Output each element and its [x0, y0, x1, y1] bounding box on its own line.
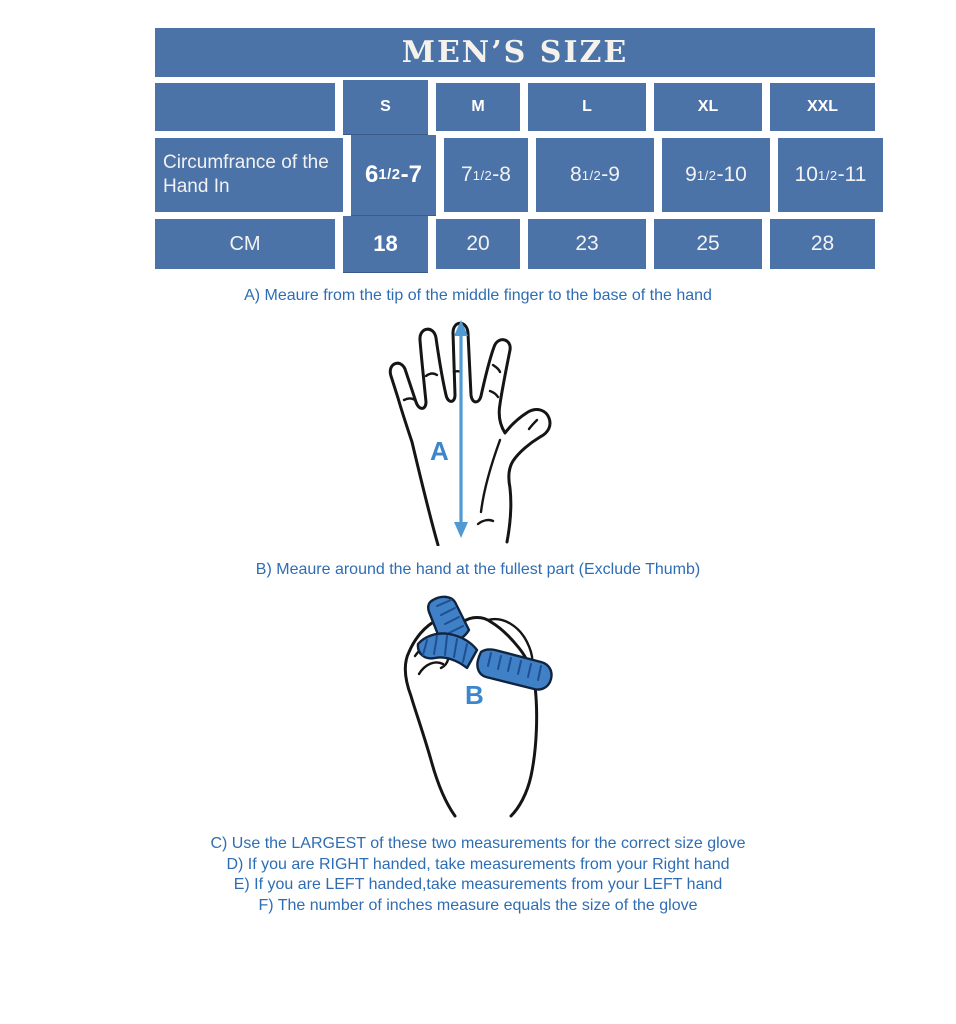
cm-row — [155, 219, 875, 269]
diagram-a-label: A — [430, 436, 449, 466]
instruction-d: D) If you are RIGHT handed, take measurements from your Right hand — [226, 855, 730, 873]
diagram-b-label: B — [465, 680, 484, 710]
size-header-s: S — [343, 80, 428, 134]
inches-cell-l — [536, 138, 654, 212]
inches-xxl-whole: 10 — [794, 163, 818, 186]
inches-cell-m — [444, 138, 528, 212]
table-title: MEN’S SIZE — [155, 28, 875, 77]
inches-m-fraction: 1/2 — [472, 167, 493, 183]
inches-cell-s — [351, 135, 436, 215]
cm-cell-xl: 25 — [654, 219, 762, 269]
mens-size-table — [155, 28, 875, 269]
cm-cell-s: 18 — [343, 216, 428, 272]
size-header-m: M — [436, 83, 520, 131]
instruction-c: C) Use the LARGEST of these two measurements for the correct size glove — [210, 835, 746, 852]
circumference-row — [155, 138, 875, 212]
inches-xl-range: -10 — [716, 163, 747, 186]
size-header-row — [155, 83, 875, 131]
hand-circumference-diagram — [393, 592, 608, 820]
hand-length-diagram — [360, 312, 610, 546]
inches-xxl-fraction: 1/2 — [817, 167, 838, 183]
instruction-f: F) The number of inches measure equals the size of the glove — [258, 896, 698, 914]
inches-xl-whole: 9 — [685, 163, 697, 186]
inches-m-whole: 7 — [461, 163, 473, 186]
open-hand-drawing — [390, 323, 550, 545]
cm-cell-xxl: 28 — [770, 219, 875, 269]
instruction-a: A) Meaure from the tip of the middle finger to the base of the hand — [244, 287, 712, 304]
inches-l-range: -9 — [601, 163, 620, 186]
inches-xxl-range: -11 — [837, 163, 867, 186]
inches-s-whole: 6 — [365, 161, 379, 188]
inches-s-range: -7 — [400, 161, 422, 188]
cm-row-label: CM — [155, 219, 335, 269]
size-header-xxl: XXL — [770, 83, 875, 131]
size-header-l: L — [528, 83, 646, 131]
inches-cell-xxl — [778, 138, 883, 212]
instruction-e: E) If you are LEFT handed,take measurements from your LEFT hand — [233, 876, 723, 893]
cm-cell-l: 23 — [528, 219, 646, 269]
circumference-row-label: Circumfrance of the Hand In — [155, 138, 343, 212]
size-header-xl: XL — [654, 83, 762, 131]
instruction-b: B) Meaure around the hand at the fullest part (Exclude Thumb) — [255, 561, 701, 578]
inches-xl-fraction: 1/2 — [696, 167, 717, 183]
inches-l-fraction: 1/2 — [581, 167, 602, 183]
inches-l-whole: 8 — [570, 163, 582, 186]
inches-m-range: -8 — [492, 163, 511, 186]
inches-cell-xl — [662, 138, 770, 212]
corner-cell — [155, 83, 335, 131]
inches-s-fraction: 1/2 — [378, 167, 401, 183]
instructions-cdef — [0, 834, 956, 916]
cm-cell-m: 20 — [436, 219, 520, 269]
